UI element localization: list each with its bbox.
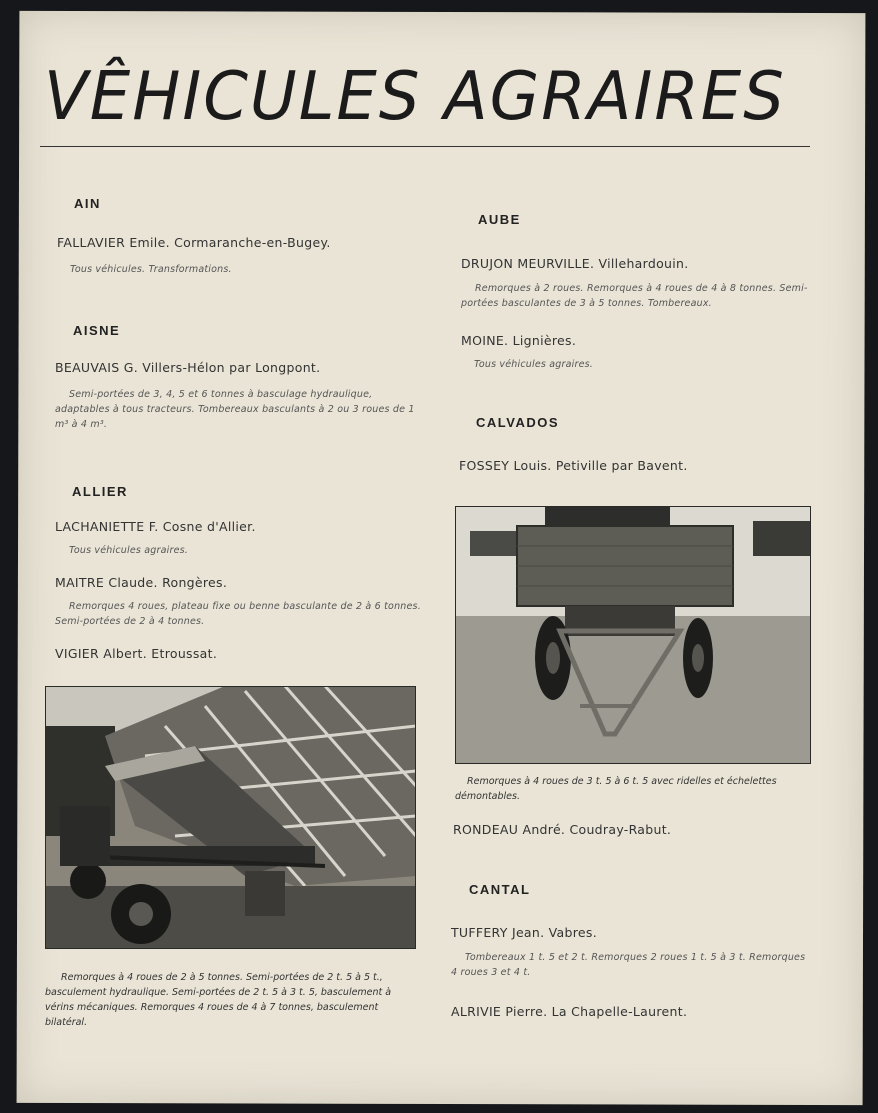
firm-fallavier: FALLAVIER Emile. Cormaranche-en-Bugey.: [57, 235, 331, 250]
title-rule: [40, 146, 810, 147]
firm-fallavier-desc: Tous véhicules. Transformations.: [70, 264, 232, 275]
firm-maitre-desc: Remorques 4 roues, plateau fixe ou benne basculante de 2 à 6 tonnes. Semi-portées de 2 à 4 tonnes.: [55, 601, 421, 627]
region-heading-calvados: CALVADOS: [476, 415, 560, 430]
photo-four-wheel-trailer-caption: Remorques à 4 roues de 3 t. 5 à 6 t. 5 avec ridelles et échelettes démontables.: [455, 776, 777, 802]
firm-alrivie: ALRIVIE Pierre. La Chapelle-Laurent.: [451, 1004, 688, 1019]
firm-tuffery: TUFFERY Jean. Vabres.: [451, 925, 597, 940]
firm-tuffery-desc: Tombereaux 1 t. 5 et 2 t. Remorques 2 roues 1 t. 5 à 3 t. Remorques 4 roues 3 et 4 t.: [451, 952, 806, 978]
region-heading-aisne: AISNE: [73, 323, 121, 338]
firm-drujon-meurville: DRUJON MEURVILLE. Villehardouin.: [461, 256, 689, 271]
firm-moine: MOINE. Lignières.: [461, 333, 577, 348]
photo-tipping-trailer-caption: Remorques à 4 roues de 2 à 5 tonnes. Semi-portées de 2 t. 5 à 5 t., basculement hydraulique. Semi-portées de 2 t. 5 à 3 t. 5, basculement à vérins mécaniques. Remorques 4 roues de 4 à 7 tonnes, basculement bilatéral.: [45, 972, 392, 1028]
firm-fossey: FOSSEY Louis. Petiville par Bavent.: [459, 458, 688, 473]
page-title: VÊHICULES AGRAIRES: [44, 58, 786, 136]
region-heading-allier: ALLIER: [72, 484, 128, 499]
firm-moine-desc: Tous véhicules agraires.: [474, 359, 593, 370]
firm-drujon-meurville-desc: Remorques à 2 roues. Remorques à 4 roues de 4 à 8 tonnes. Semi-portées basculantes de 3 à 5 tonnes. Tombereaux.: [461, 283, 808, 309]
firm-lachaniette: LACHANIETTE F. Cosne d'Allier.: [55, 519, 256, 534]
region-heading-cantal: CANTAL: [469, 882, 531, 897]
firm-maitre: MAITRE Claude. Rongères.: [55, 575, 228, 590]
firm-beauvais: BEAUVAIS G. Villers-Hélon par Longpont.: [55, 360, 321, 375]
firm-rondeau: RONDEAU André. Coudray-Rabut.: [453, 822, 672, 837]
photo-four-wheel-trailer: [455, 506, 811, 764]
firm-beauvais-desc: Semi-portées de 3, 4, 5 et 6 tonnes à basculage hydraulique, adaptables à tous tracteurs. Tombereaux basculants à 2 ou 3 roues de 1 m³ à 4 m³.: [55, 389, 415, 430]
photo-tipping-trailer: [45, 686, 416, 949]
region-heading-aube: AUBE: [478, 212, 521, 227]
firm-lachaniette-desc: Tous véhicules agraires.: [69, 545, 188, 556]
firm-vigier: VIGIER Albert. Etroussat.: [55, 646, 218, 661]
region-heading-ain: AIN: [74, 196, 101, 211]
